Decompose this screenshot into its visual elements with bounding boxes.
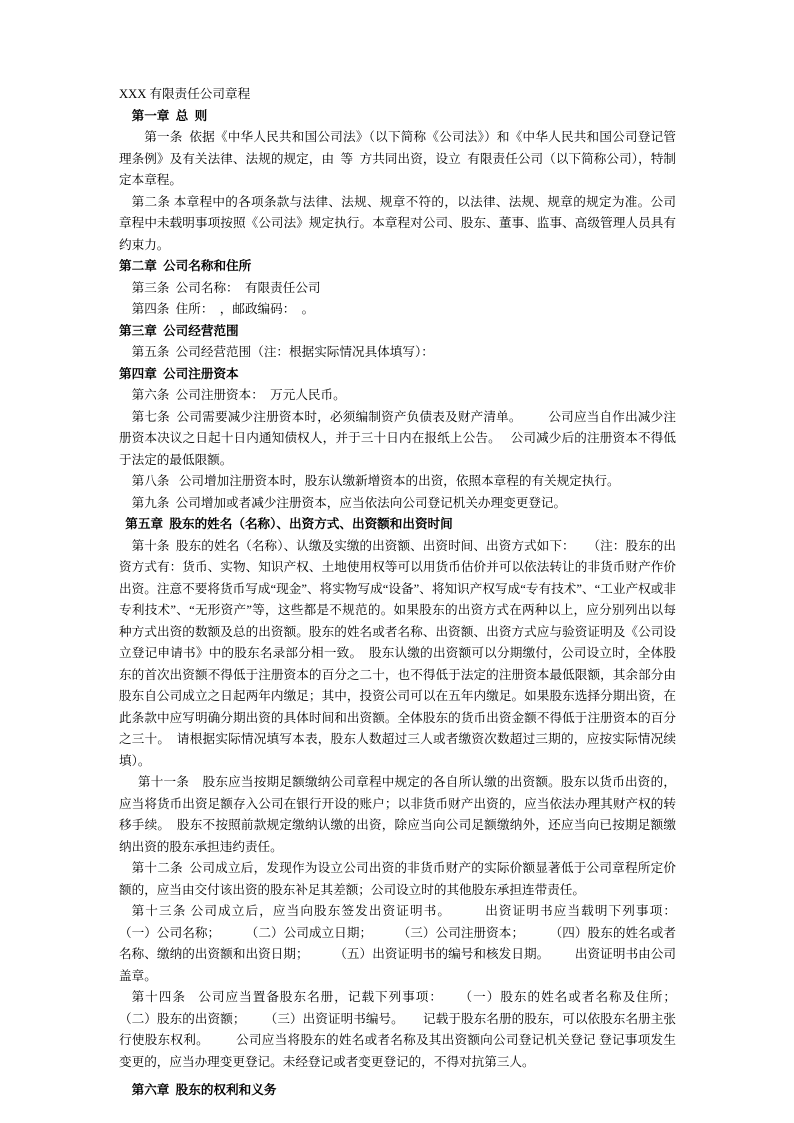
chapter-heading: 第五章 股东的姓名（名称）、出资方式、出资额和出资时间: [125, 517, 453, 531]
chapter-heading: 第一章 总 则: [131, 108, 208, 123]
article-paragraph: 第十一条 股东应当按期足额缴纳公司章程中规定的各自所认缴的出资额。股东以货币出资的，应当将货币出资足额存入公司在银行开设的账户；以非货币财产出资的，应当依法办理其财产权的转移手续。 股东不按照前款规定缴纳认缴的出资，除应当向公司足额缴纳外，还应当向已按期足额缴纳出资的股东承担违约责任。: [119, 775, 676, 854]
article-paragraph: 第五条 公司经营范围（注：根据实际情况具体填写）：: [131, 345, 434, 359]
article-paragraph: 第十条 股东的姓名（名称）、认缴及实缴的出资额、出资时间、出资方式如下： （注：股东的出资方式有：货币、实物、知识产权、土地使用权等可以用货币估价并可以依法转让的非货币财产作价出资。注意不要将货币写成“现金”、将实物写成“设备”、将知识产权写成“专有技术”、“工业产权或非专利技术”、“无形资产”等，这些都是不规范的。如果股东的出资方式在两种以上，应分别列出以每种方式出资的数额及总的出资额。股东的姓名或者名称、出资额、出资方式应与验资证明及《公司设立登记申请书》中的股东名录部分相一致。 股东认缴的出资额可以分期缴付，公司设立时，全体股东的首次出资额不得低于注册资本的百分之二十，也不得低于法定的注册资本最低限额，其余部分由股东自公司成立之日起两年内缴足；其中，投资公司可以在五年内缴足。如果股东选择分期出资，在此条款中应写明确分期出资的具体时间和出资额。全体股东的货币出资金额不得低于注册资本的百分之三十。 请根据实际情况填写本表，股东人数超过三人或者缴资次数超过三期的，应按实际情况续填）。: [119, 538, 676, 768]
chapter-heading: 第六章 股东的权利和义务: [131, 1083, 277, 1097]
article-paragraph: 第十四条 公司应当置备股东名册，记载下列事项： （一）股东的姓名或者名称及住所； （二）股东的出资额； （三）出资证明书编号。 记载于股东名册的股东，可以依股东名册主张行使股东权利。 公司应当将股东的姓名或者名称及其出资额向公司登记机关登记 登记事项发生变更的，应当办理变更登记。未经登记或者变更登记的，不得对抗第三人。: [119, 990, 695, 1069]
chapter-heading: 第四章 公司注册资本: [119, 366, 239, 381]
article-paragraph: 第七条 公司需要减少注册资本时，必须编制资产负债表及财产清单。 公司应当自作出减少注册资本决议之日起十日内通知债权人，并于三十日内在报纸上公告。 公司减少后的注册资本不得低于法定的最低限额。: [119, 409, 676, 467]
article-paragraph: 第十三条 公司成立后，应当向股东签发出资证明书。 出资证明书应当载明下列事项： （一）公司名称； （二）公司成立日期； （三）公司注册资本； （四）股东的姓名或者名称、缴纳的出资额和出资日期； （五）出资证明书的编号和核发日期。 出资证明书由公司盖章。: [119, 904, 702, 983]
article-paragraph: 第四条 住所： ，邮政编码： 。: [131, 302, 315, 316]
document-title: XXX 有限责任公司章程: [119, 87, 251, 101]
article-paragraph: 第六条 公司注册资本： 万元人民币。: [131, 388, 346, 402]
article-paragraph: 第一条 依据《中华人民共和国公司法》（以下简称《公司法》）和《中华人民共和国公司登记管理条例》及有关法律、法规的规定，由 等 方共同出资，设立 有限责任公司（以下简称公司），特制定本章程。: [119, 130, 676, 187]
article-paragraph: 第十二条 公司成立后，发现作为设立公司出资的非货币财产的实际价额显著低于公司章程所定价额的，应当由交付该出资的股东补足其差额；公司设立时的其他股东承担连带责任。: [119, 861, 676, 897]
chapter-heading: 第二章 公司名称和住所: [119, 259, 252, 273]
article-paragraph: 第八条 公司增加注册资本时，股东认缴新增资本的出资，依照本章程的有关规定执行。: [131, 474, 620, 488]
article-paragraph: 第二条 本章程中的各项条款与法律、法规、规章不符的，以法律、法规、规章的规定为准。公司章程中未载明事项按照《公司法》规定执行。本章程对公司、股东、董事、监事、高级管理人员具有约束力。: [119, 194, 676, 252]
article-paragraph: 第九条 公司增加或者减少注册资本，应当依法向公司登记机关办理变更登记。: [131, 495, 567, 510]
chapter-heading: 第三章 公司经营范围: [119, 323, 239, 338]
article-paragraph: 第三条 公司名称： 有限责任公司: [131, 280, 321, 295]
